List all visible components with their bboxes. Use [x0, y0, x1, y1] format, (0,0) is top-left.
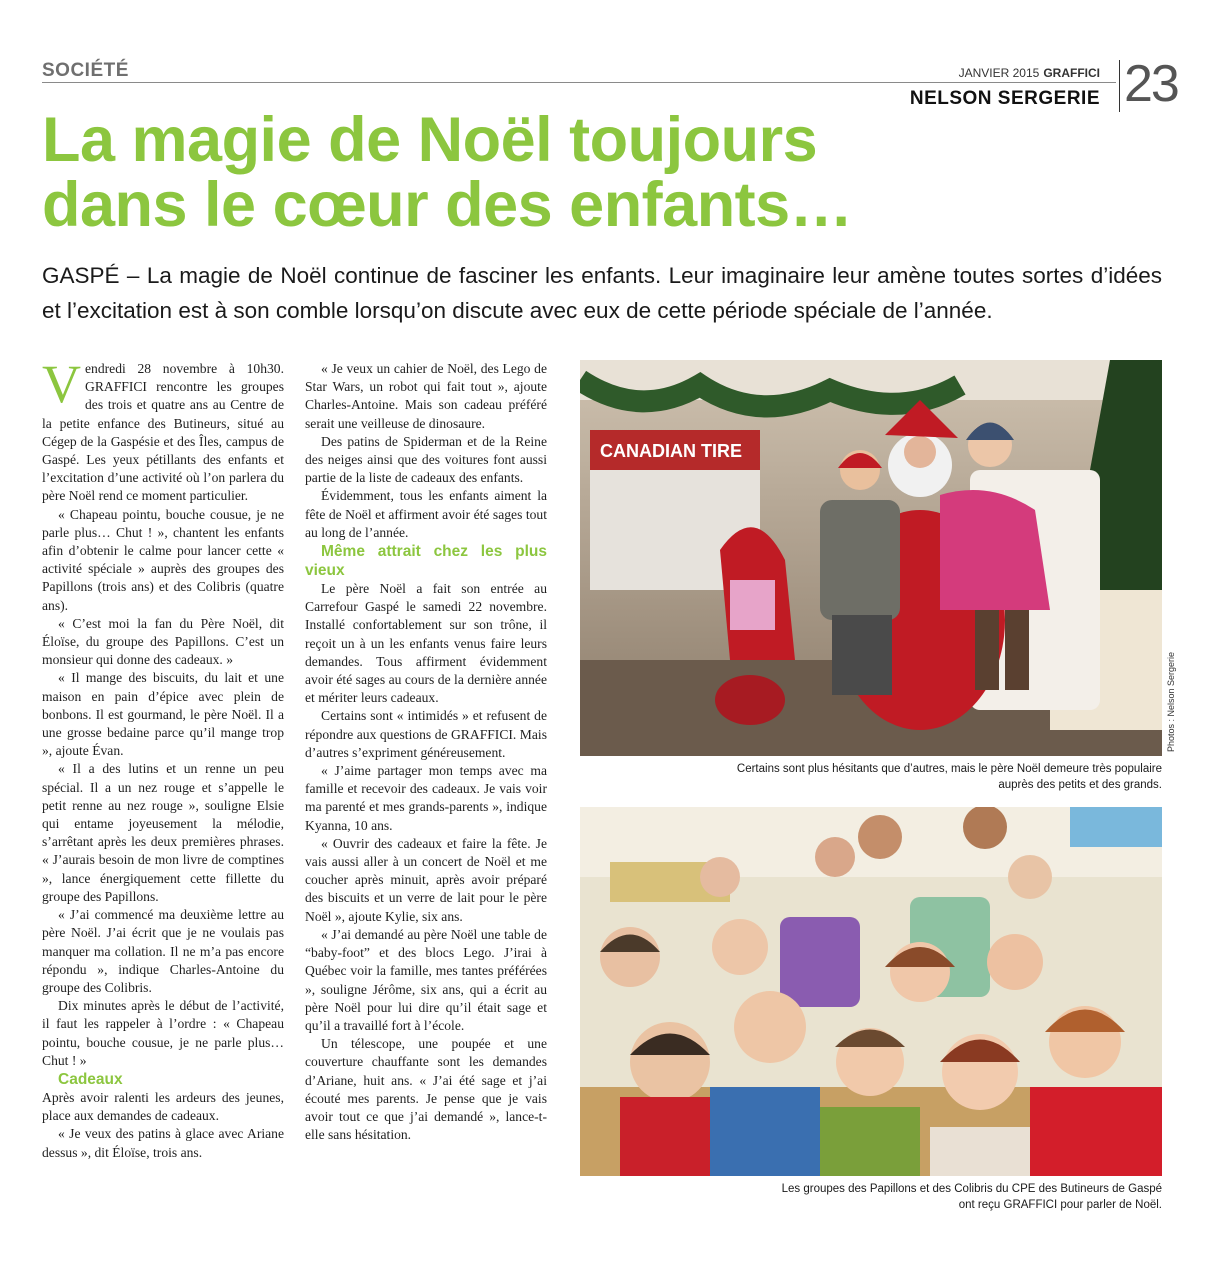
- caption-line: Les groupes des Papillons et des Colibris du CPE des Butineurs de Gaspé: [781, 1183, 1162, 1195]
- section-label: SOCIÉTÉ: [42, 60, 129, 81]
- paragraph: Le père Noël a fait son entrée au Carrefour Gaspé le samedi 22 novembre. Installé confortablement sur son trône, il reçoit un à un les enfants venus faire leurs demandes. Tous affirment évidemment avoir été sages au cours de la dernière année et mériter leurs cadeaux.: [305, 581, 547, 706]
- header-rule: [42, 82, 1116, 83]
- subheading-cadeaux: Cadeaux: [58, 1070, 123, 1088]
- date-text: JANVIER 2015: [958, 66, 1040, 80]
- paragraph: Un télescope, une poupée et une couverture chauffante sont les demandes d’Ariane, huit ans. « J’ai été sage et j’ai écouté mes parents. Je pense que je vais avoir tout ce que j’ai demandé », lance-t-elle sans hésitation.: [305, 1036, 547, 1143]
- photo-credit: Photos : Nelson Sergerie: [1166, 651, 1176, 752]
- paragraph: Certains sont « intimidés » et refusent de répondre aux questions de GRAFFICI. Mais d’autres s’expriment généreusement.: [305, 708, 547, 760]
- article-column-2: [305, 360, 547, 1144]
- headline-line-1: La magie de Noël toujours: [42, 105, 818, 175]
- santa-photo-illustration: [580, 360, 1162, 756]
- paragraph: « J’ai demandé au père Noël une table de “baby-foot” et des blocs Lego. J’irai à Québec voir la famille, mes tantes préférées », souligne Jérôme, six ans, qui a écrit au père Noël pour lui dire qu’il était sage et qu’il a travaillé fort à l’école.: [305, 926, 547, 1033]
- photo-santa-claus: [580, 360, 1162, 756]
- drop-cap: V: [42, 354, 81, 414]
- headline: [42, 105, 1142, 240]
- page-number: 23: [1124, 55, 1178, 113]
- headline-line-2: dans le cœur des enfants…: [42, 170, 853, 240]
- paragraph: « Je veux des patins à glace avec Ariane dessus », dit Éloïse, trois ans.: [42, 1126, 284, 1160]
- paragraph: [42, 354, 284, 506]
- paragraph: Évidemment, tous les enfants aiment la fête de Noël et affirment avoir été sages tout au long de l’année.: [305, 488, 547, 540]
- paragraph: « Je veux un cahier de Noël, des Lego de Star Wars, un robot qui fait tout », ajoute Charles-Antoine. Mais son cadeau préféré serait une veilleuse de dinosaure.: [305, 361, 547, 431]
- paragraph: « J’ai commencé ma deuxième lettre au père Noël. J’ai écrit que je ne voulais pas manquer ma collation. Il ne m’a pas encore répondu », indique Charles-Antoine du groupe des Colibris.: [42, 907, 284, 995]
- paragraph: « Chapeau pointu, bouche cousue, je ne parle plus… Chut ! », chantent les enfants afin d’obtenir le calme pour lancer cette « activité spéciale » auprès des groupes des Papillons (trois ans) et des Colibris (quatre ans).: [42, 506, 284, 613]
- paragraph: « Il a des lutins et un renne un peu spécial. Il a un nez rouge et s’appelle le petit renne au nez rouge », souligne Elsie qui entame joyeusement la mélodie, s’arrêtant après les deux premières phrases. « J’aurais besoin de mon livre de comptines », lance énergiquement cette fillette du groupe des Papillons.: [42, 761, 284, 904]
- store-sign: CANADIAN TIRE: [600, 441, 742, 461]
- author-byline: NELSON SERGERIE: [909, 88, 1100, 109]
- issue-date: [959, 66, 1100, 80]
- children-photo-illustration: [580, 807, 1162, 1176]
- paragraph: « J’aime partager mon temps avec ma famille et recevoir des cadeaux. Je vais voir ma parenté et mes grands-parents », indique Kyanna, 10 ans.: [305, 763, 547, 833]
- paragraph: « Il mange des biscuits, du lait et une maison en pain d’épice avec plein de bonbons. Il est gourmand, le père Noël. Il a une grosse bedaine parce qu’il mange trop », ajoute Évan.: [42, 670, 284, 759]
- paragraph: Des patins de Spiderman et de la Reine des neiges ainsi que des voitures font aussi partie de la liste de cadeaux des enfants.: [305, 433, 547, 486]
- caption-line: Certains sont plus hésitants que d’autres, mais le père Noël demeure très populaire: [736, 763, 1162, 775]
- photo-children-group: [580, 807, 1162, 1176]
- paragraph: Dix minutes après le début de l’activité, il faut les rappeler à l’ordre : « Chapeau pointu, bouche cousue, je ne parle plus… Chut ! »: [42, 998, 284, 1068]
- paragraph: « Ouvrir des cadeaux et faire la fête. Je vais aussi aller à un concert de Noël et me coucher après minuit, après avoir préparé des biscuits et un verre de lait pour le père Noël », ajoute Kylie, six ans.: [305, 835, 547, 924]
- publication-name: GRAFFICI: [1043, 66, 1100, 80]
- paragraph-text: endredi 28 novembre à 10h30. GRAFFICI rencontre les groupes des trois et quatre ans au Centre de la petite enfance des Butineurs, situé au Cégep de la Gaspésie et des Îles, campus de Gaspé. Les yeux pétillants des enfants et l’excitation d’une activité où l’on parlera du père Noël rend ce moment particulier.: [42, 361, 284, 504]
- lead-paragraph: GASPÉ – La magie de Noël continue de fasciner les enfants. Leur imaginaire leur amène toutes sortes d’idées et l’excitation est à son comble lorsqu’on discute avec eux de cette période spéciale de l’année.: [42, 263, 1162, 323]
- subheading-meme-attrait: Même attrait chez les plus vieux: [305, 543, 547, 580]
- article-column-1: [42, 354, 284, 1162]
- paragraph: Après avoir ralenti les ardeurs des jeunes, place aux demandes de cadeaux.: [42, 1089, 284, 1124]
- caption-line: auprès des petits et des grands.: [998, 779, 1162, 791]
- page-number-divider: [1119, 60, 1120, 112]
- caption-line: ont reçu GRAFFICI pour parler de Noël.: [958, 1199, 1162, 1211]
- photo-caption-santa: [580, 761, 1162, 793]
- photo-caption-children: [580, 1181, 1162, 1213]
- paragraph: « C’est moi la fan du Père Noël, dit Éloïse, du groupe des Papillons. C’est un monsieur qui donne des cadeaux. »: [42, 615, 284, 668]
